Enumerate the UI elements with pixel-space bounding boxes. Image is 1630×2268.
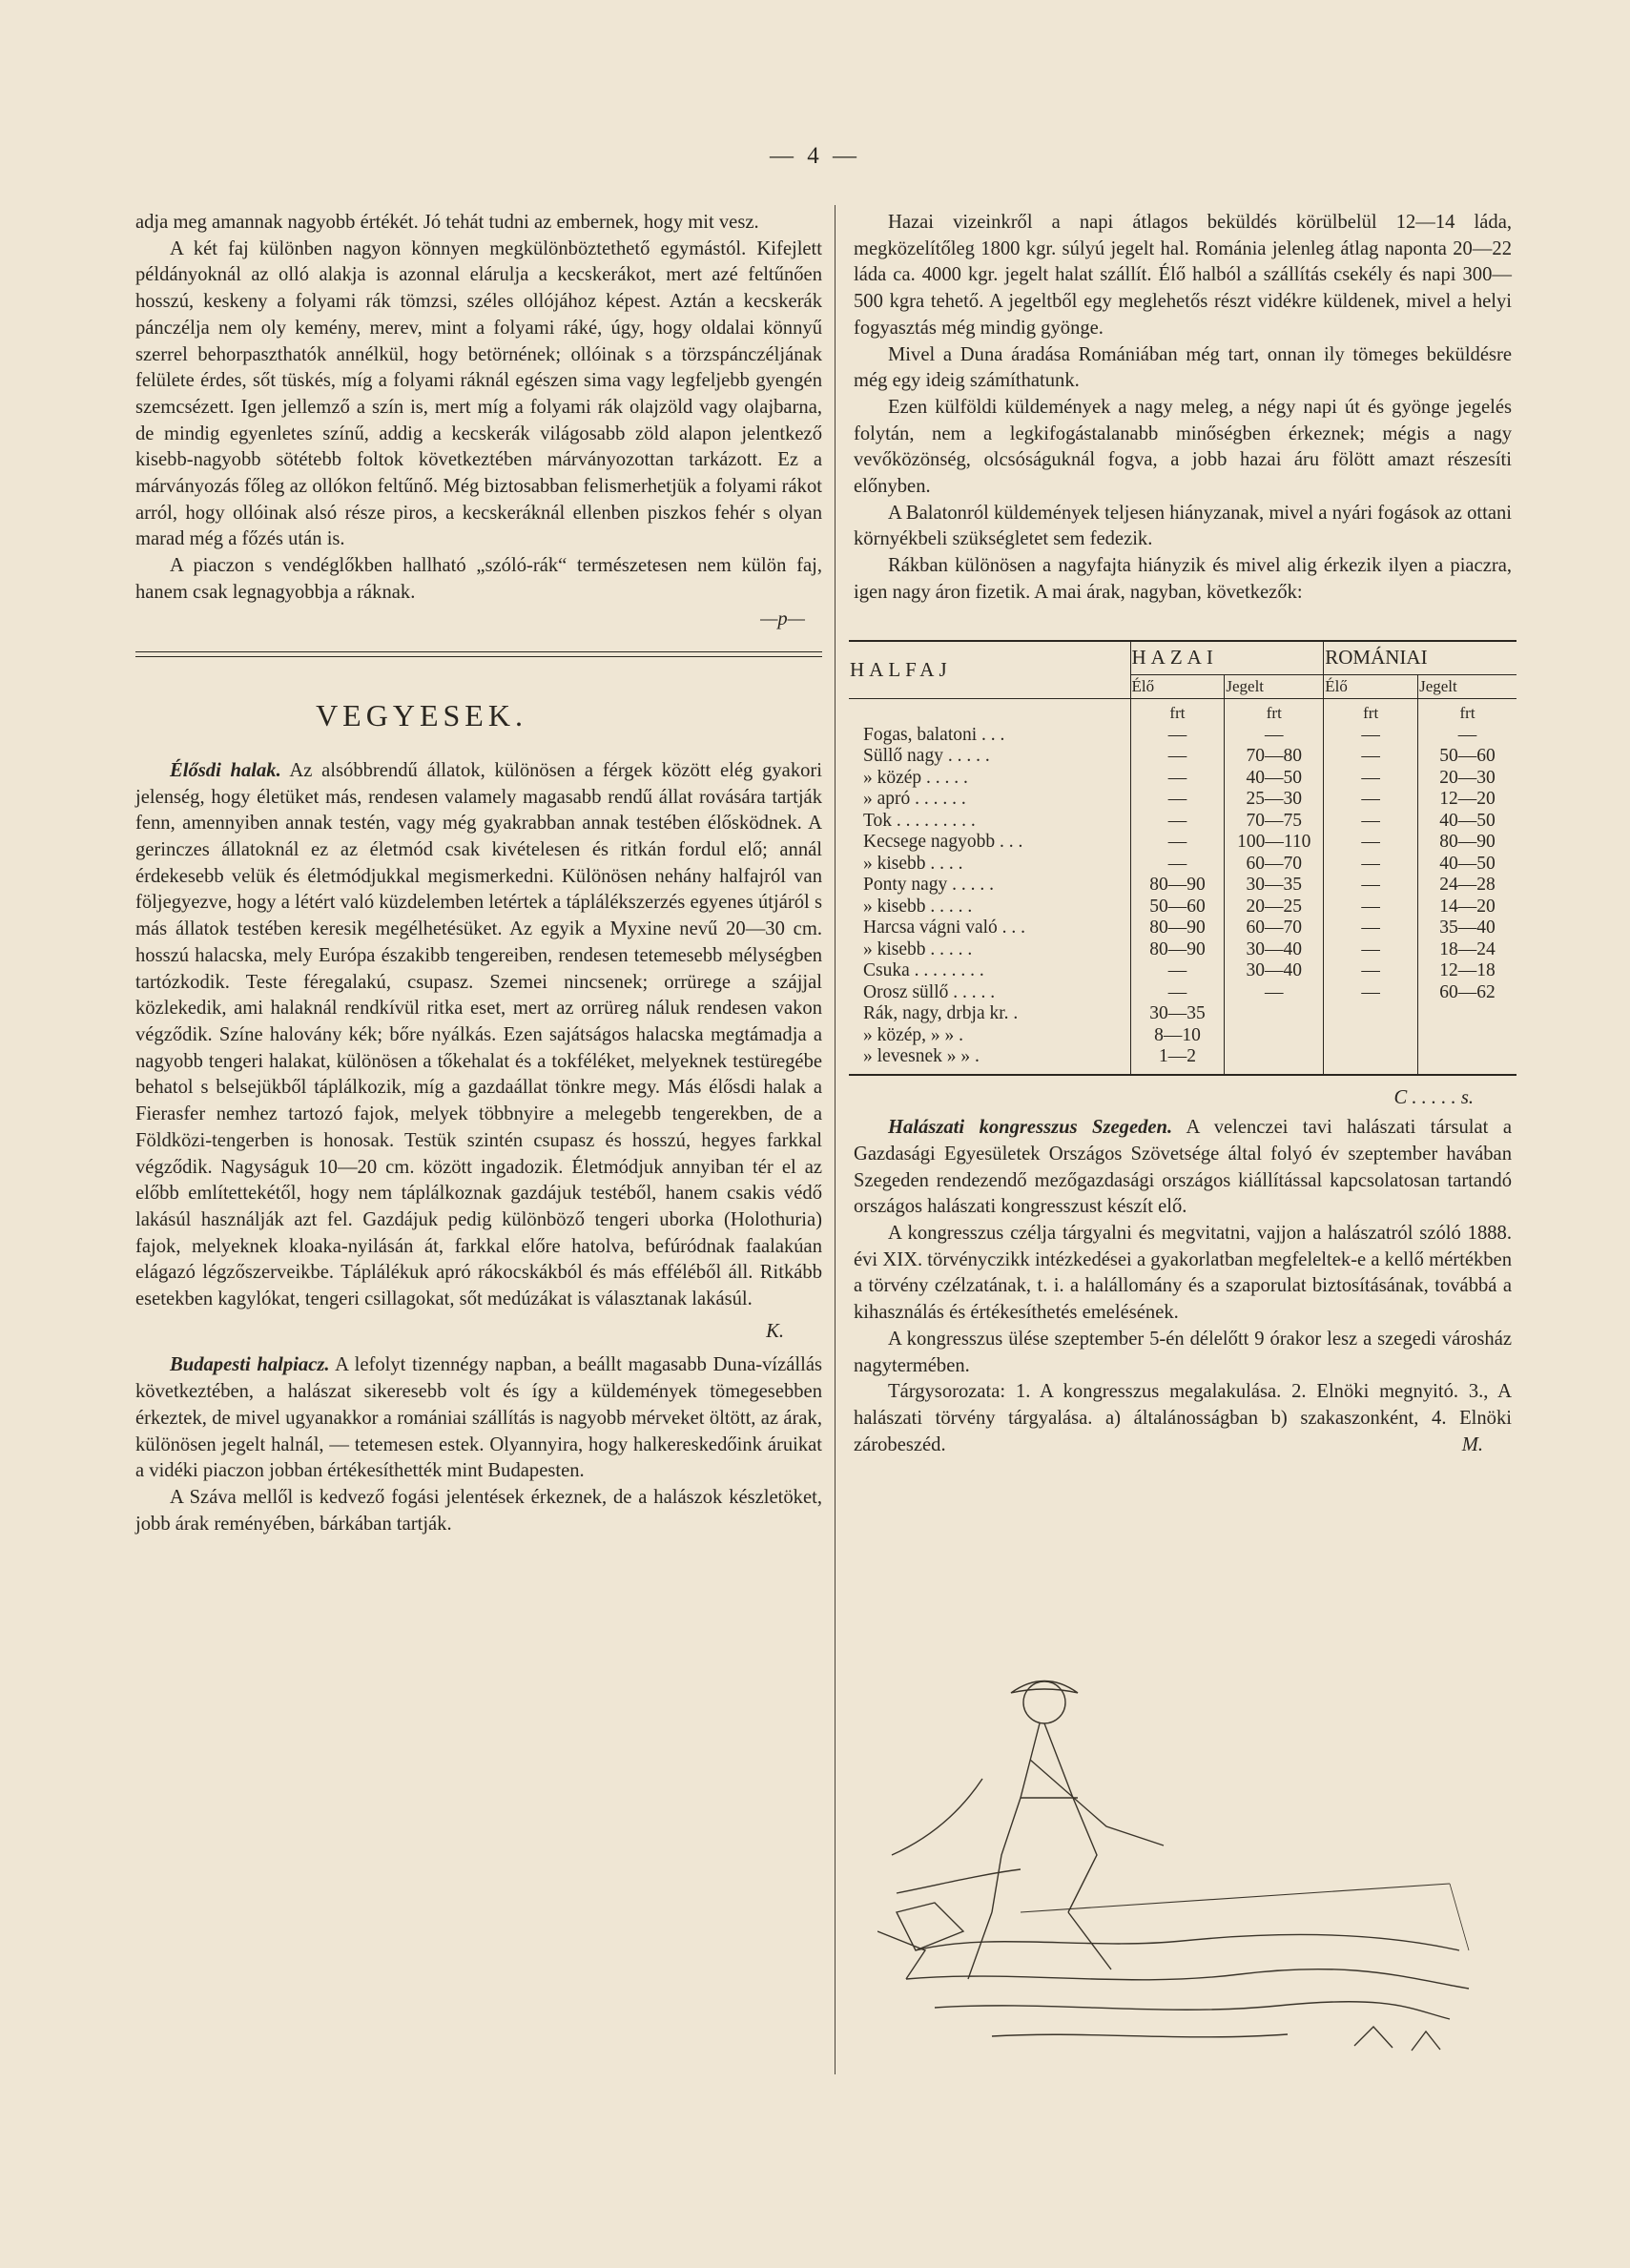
table-header-romaniai: ROMÁNIAI xyxy=(1324,641,1517,675)
table-row xyxy=(849,768,1517,790)
article-body: A lefolyt tizennégy napban, a beállt magasabb Duna-vízállás következtében, a halászat sikeresebb volt és így a küldemények tömegesebben érkeztek, de mivel ugyanakkor a romániai szállítás is nagyobb mérveket öltött, az árak, különösen jegelt halnál, — tetemesen estek. Olyannyira, hogy halkereskedőink áruikat a vidéki piaczon jobban értékesíthették mint Budapesten. xyxy=(135,1354,823,1482)
table-cell-price: 14—20 xyxy=(1418,897,1517,918)
table-unit: frt xyxy=(1130,699,1225,725)
table-cell-fish: » levesnek » » . xyxy=(849,1046,1130,1075)
table-row xyxy=(849,939,1517,961)
table-row xyxy=(849,746,1517,768)
table-subheader: Jegelt xyxy=(1225,674,1324,699)
table-subheader: Jegelt xyxy=(1418,674,1517,699)
table-cell-price: 40—50 xyxy=(1225,768,1324,790)
table-cell-fish: Kecsege nagyobb . . . xyxy=(863,832,1023,853)
table-unit-row xyxy=(849,699,1517,725)
table-cell-fish: Tok . . . . . . . . . xyxy=(863,810,976,831)
table-cell-price: 35—40 xyxy=(1418,918,1517,939)
table-cell-price: 50—60 xyxy=(1130,897,1225,918)
table-cell-fish: » kisebb . . . . . xyxy=(863,938,973,959)
table-row xyxy=(849,897,1517,918)
table-cell-price: 40—50 xyxy=(1418,811,1517,833)
table-cell-price xyxy=(1418,1025,1517,1047)
table-cell-price: — xyxy=(1324,982,1418,1004)
page-number: — 4 — xyxy=(770,143,860,169)
table-cell-price: 80—90 xyxy=(1130,875,1225,897)
table-cell-price: 80—90 xyxy=(1130,918,1225,939)
table-cell-price: 70—75 xyxy=(1225,811,1324,833)
table-cell-fish: Orosz süllő . . . . . xyxy=(863,981,996,1002)
table-cell-price: — xyxy=(1324,789,1418,811)
table-cell-fish: » kisebb . . . . xyxy=(863,853,963,874)
table-unit: frt xyxy=(1324,699,1418,725)
table-cell-price: 60—70 xyxy=(1225,918,1324,939)
section-rule xyxy=(135,651,822,657)
table-cell-price: 50—60 xyxy=(1418,746,1517,768)
table-row xyxy=(849,875,1517,897)
article-budapesti-halpiacz xyxy=(135,1352,822,1485)
table-cell-price: 25—30 xyxy=(1225,789,1324,811)
table-cell-price: 12—18 xyxy=(1418,960,1517,982)
author-signature: —p— xyxy=(760,608,805,629)
table-cell-price: 8—10 xyxy=(1130,1025,1225,1047)
table-cell-price: — xyxy=(1225,725,1324,747)
table-unit: frt xyxy=(1225,699,1324,725)
article-lead: Budapesti halpiacz. xyxy=(170,1354,330,1376)
table-cell-price: 30—40 xyxy=(1225,960,1324,982)
table-cell-price: 60—70 xyxy=(1225,854,1324,876)
table-cell-price: — xyxy=(1130,789,1225,811)
paragraph xyxy=(854,1379,1512,1458)
table-cell-price: — xyxy=(1324,875,1418,897)
paragraph: A piaczon s vendéglőkben hallható „szóló-rák“ természetesen nem külön faj, hanem csak legnagyobbja a ráknak. xyxy=(135,555,822,603)
table-cell-price: — xyxy=(1130,854,1225,876)
paragraph: A kongresszus czélja tárgyalni és megvitatni, vajjon a halászatról szóló 1888. évi XIX. törvényczikk intézkedései a gyakorlatban megfeleltek-e a kellő mértékben a törvény czélzatának, t. i. a halállomány és a szaporulat biztosításának, továbbá a kihasználás és értékesíthetés emelésének. xyxy=(854,1223,1512,1324)
table-row xyxy=(849,982,1517,1004)
table-cell-fish: Rák, nagy, drbja kr. . xyxy=(863,1003,1019,1024)
table-cell-price: — xyxy=(1324,746,1418,768)
agenda-text: Tárgysorozata: 1. A kongresszus megalakulása. 2. Elnöki megnyitó. 3., A halászati törvény tárgyalása. a) általánosságban b) szakaszonként, 4. Elnöki zárobeszéd. xyxy=(854,1381,1512,1455)
table-cell-price: 60—62 xyxy=(1418,982,1517,1004)
table-cell-fish: » kisebb . . . . . xyxy=(863,896,973,917)
table-cell-price xyxy=(1324,1003,1418,1025)
table-cell-price: 30—35 xyxy=(1130,1003,1225,1025)
table-row xyxy=(849,725,1517,747)
table-cell-price: — xyxy=(1418,725,1517,747)
table-row xyxy=(849,918,1517,939)
author-signature: K. xyxy=(766,1320,784,1342)
table-cell-price: 80—90 xyxy=(1130,939,1225,961)
table-cell-price: — xyxy=(1324,854,1418,876)
table-cell-price: — xyxy=(1130,746,1225,768)
table-cell-price: 30—40 xyxy=(1225,939,1324,961)
section-title: VEGYESEK. xyxy=(316,698,527,733)
table-cell-price: — xyxy=(1130,832,1225,854)
table-cell-price: — xyxy=(1324,960,1418,982)
article-body: A velenczei tavi halászati társulat a Gazdasági Egyesületek Országos Szövetsége által folyó év szeptember havában Szegeden rendezendő mezőgazdasági országos kiállítással kapcsolatosan tartandó országos halászati kongresszust készít elő. xyxy=(854,1117,1512,1218)
fisherman-illustration xyxy=(877,1664,1488,2074)
article-elosdi-halak xyxy=(135,758,822,1313)
paragraph: A Balatonról küldemények teljesen hiányzanak, mivel a nyári fogások az ottani környékbeli szükségletet sem fedezik. xyxy=(854,502,1512,550)
table-row xyxy=(849,1025,1517,1047)
paragraph: Rákban különösen a nagyfajta hiányzik és mivel alig érkezik ilyen a piaczra, igen nagy áron fizetik. A mai árak, nagyban, következők: xyxy=(854,555,1512,603)
table-cell-price: 30—35 xyxy=(1225,875,1324,897)
table-cell-price xyxy=(1225,1003,1324,1025)
table-subheader: Élő xyxy=(1324,674,1418,699)
paragraph: Hazai vizeinkről a napi átlagos beküldés körülbelül 12—14 láda, megközelítőleg 1800 kgr. súlyú jegelt hal. Románia jelenleg átlag naponta 20—22 láda ca. 4000 kgr. jegelt halat szállít. Élő halból a szállítás csekély és napi 300—500 kgra tehető. A jegeltből egy meglehetős részt vidékre küldenek, mivel a helyi fogyasztás még mindig gyönge. xyxy=(854,212,1512,339)
table-cell-price: 20—25 xyxy=(1225,897,1324,918)
table-cell-fish: » apró . . . . . . xyxy=(863,789,966,810)
table-cell-price: — xyxy=(1324,918,1418,939)
table-cell-price: 100—110 xyxy=(1225,832,1324,854)
table-row xyxy=(849,854,1517,876)
table-cell-price xyxy=(1418,1046,1517,1075)
article-body: Az alsóbbrendű állatok, különösen a férgek között elég gyakori jelenség, hogy életüket más, rendesen valamely magasabb rendű állat rovására tartják fenn, amennyiben annak testén, vagy még gyakrabban annak testében élősködnek. A gerinczes állatoknál ez az életmód csak kivételesen és ritkán fordul elő; annál érdekesebb velük és életmódjukkal megismerkedni. Különösen nehány halfajról van följegyezve, hogy a létért való küzdelemben letértek a táplálékszerzés egyenes útjáról s más állatok testében keresik megélhetésüket. Az egyik a Myxine nevű 20—30 cm. hosszú halacska, mely Európa északibb tengereiben, rendesen tetemesebb mélységben tartózkodik. Teste féregalakú, csupasz. Szemei nincsenek; orrürege a szájjal közlekedik, ami halaknál rendkívül ritka eset, mert az orrüreg náluk rendesen vakon végződik. Színe halovány kék; bőre nyálkás. Ezen sajátságos halacska megtámadja a nagyobb tengeri halakat, különösen a tőkehalat és a tokféléket, melyeknek testüregébe behatol s belsejükből táplálkozik, míg a gazdaállat tönkre megy. Más élősdi halak a Fierasfer nemhez tartozó fajok, melyek többnyire a melegebb tengerekben, de a Földközi-tengerben is honosak. Testük szintén csupasz és hosszú, hegyes farkkal végződik. Nagyságuk 10—20 cm. között ingadozik. Életmódjuk annyiban tér el az előbb említettekétől, hogy nem táplálkoznak gazdájuk testéből, hanem csakis védő lakásúl használják azt fel. Gazdájuk pedig különböző tengeri uborka (Holothuria) fajok, melyeknek kloaka-nyilásán át, farkkal előre hatolva, befúródnak faalakúan elágazó légzőszerveikbe. Táplálékuk apró rákocskákból és más efféléből áll. Ritkább esetekben kagylókat, tengeri csillagokat, sőt medúzákat is választanak lakásúl. xyxy=(135,759,822,1310)
table-unit: frt xyxy=(1418,699,1517,725)
fish-price-table xyxy=(849,640,1517,1076)
paragraph: Mivel a Duna áradása Romániában még tart, onnan ily tömeges beküldésre még egy ideig számíthatunk. xyxy=(854,343,1512,392)
table-cell-price: — xyxy=(1324,811,1418,833)
table-cell-price: — xyxy=(1225,982,1324,1004)
table-cell-fish: » közép, » » . xyxy=(863,1024,964,1045)
table-cell-price: 40—50 xyxy=(1418,854,1517,876)
table-row xyxy=(849,789,1517,811)
paragraph: adja meg amannak nagyobb értékét. Jó tehát tudni az embernek, hogy mit vesz. xyxy=(135,212,759,233)
table-cell-price xyxy=(1324,1025,1418,1047)
author-signature: M. xyxy=(1461,1433,1483,1455)
article-halaszati-kongresszus xyxy=(854,1115,1512,1221)
table-cell-price xyxy=(1418,1003,1517,1025)
table-cell-price: — xyxy=(1324,897,1418,918)
table-cell-fish: Ponty nagy . . . . . xyxy=(863,875,995,896)
table-row xyxy=(849,1003,1517,1025)
article-lead: Halászati kongresszus Szegeden. xyxy=(888,1117,1173,1139)
table-cell-price xyxy=(1225,1046,1324,1075)
paragraph: A Száva mellől is kedvező fogási jelentések érkeznek, de a halászok készletöket, jobb árak reményében, bárkában tartják. xyxy=(135,1486,822,1535)
table-cell-price: 70—80 xyxy=(1225,746,1324,768)
paragraph: A kongresszus ülése szeptember 5-én délelőtt 9 órakor lesz a szegedi városház nagytermében. xyxy=(854,1328,1512,1376)
table-header-fish: HALFAJ xyxy=(849,641,1130,699)
table-subheader: Élő xyxy=(1130,674,1225,699)
table-cell-price: 1—2 xyxy=(1130,1046,1225,1075)
table-cell-price: — xyxy=(1324,768,1418,790)
column-divider xyxy=(835,205,836,2074)
table-cell-price: — xyxy=(1130,960,1225,982)
table-cell-price: 24—28 xyxy=(1418,875,1517,897)
table-row xyxy=(849,960,1517,982)
table-row xyxy=(849,832,1517,854)
table-cell-price: 18—24 xyxy=(1418,939,1517,961)
table-row xyxy=(849,811,1517,833)
table-cell-price: 12—20 xyxy=(1418,789,1517,811)
table-cell-price: — xyxy=(1324,939,1418,961)
table-cell-price: — xyxy=(1324,725,1418,747)
table-cell-price: — xyxy=(1130,811,1225,833)
table-cell-fish: Csuka . . . . . . . . xyxy=(863,960,984,981)
table-cell-fish: Harcsa vágni való . . . xyxy=(863,918,1026,938)
table-header-hazai: HAZAI xyxy=(1130,641,1324,675)
table-cell-fish: Fogas, balatoni . . . xyxy=(863,724,1005,745)
article-lead: Élősdi halak. xyxy=(170,759,281,781)
table-cell-price xyxy=(1324,1046,1418,1075)
table-cell-price: — xyxy=(1130,768,1225,790)
author-signature: C . . . . . s. xyxy=(1393,1086,1474,1108)
table-cell-fish: » közép . . . . . xyxy=(863,767,968,788)
table-row xyxy=(849,1046,1517,1075)
paragraph: Ezen külföldi küldemények a nagy meleg, a négy napi út és gyönge jegelés folytán, nem a legkifogástalanabb minőségben érkeznek; mégis a nagy vevőközönség, olcsóságuknál fogva, a jobb hazai áru fölött amazt részesíti előnyben. xyxy=(854,396,1512,498)
table-cell-price: — xyxy=(1324,832,1418,854)
table-body xyxy=(849,699,1517,1075)
table-cell-price xyxy=(1225,1025,1324,1047)
table-cell-price: — xyxy=(1130,982,1225,1004)
left-column xyxy=(135,210,822,1537)
table-cell-fish: Süllő nagy . . . . . xyxy=(863,746,990,767)
table-cell-price: 80—90 xyxy=(1418,832,1517,854)
paragraph: A két faj különben nagyon könnyen megkülönböztethető egymástól. Kifejlett példányoknál az olló alakja is azonnal elárulja a kecskerákot, mert azé feltűnően hosszú, keskeny a folyami rák tömzsi, széles ollójához képest. Aztán a kecskerák pánczélja nem oly kemény, merev, mint a folyami ráké, úgy, hogy oldalai könnyű szerrel behorpaszthatók annélkül, hogy betörnének; ollóinak s a törzspánczéljának felülete érdes, sőt tüskés, míg a folyami ráknál egészen sima vagy legfeljebb gyengén szemcsézett. Igen jellemző a szín is, mert míg a folyami rák olajzöld vagy olajbarna, de mindig egyenletes színű, addig a kecskerák világosabb zöld alapon jelentkező kisebb-nagyobb sötétebb foltok következtében márványozottan tarkázott. Ez a márványozás főleg az ollókon feltűnő. Még biztosabban felismerhetjük a folyami rákot arról, hogy ollóinak alsó része piros, a kecskeráknál ellenben piszkos fehér s olyan marad még a főzés után is. xyxy=(135,237,822,550)
table-cell-price: — xyxy=(1130,725,1225,747)
table-cell-price: 20—30 xyxy=(1418,768,1517,790)
right-column xyxy=(850,210,1512,1458)
